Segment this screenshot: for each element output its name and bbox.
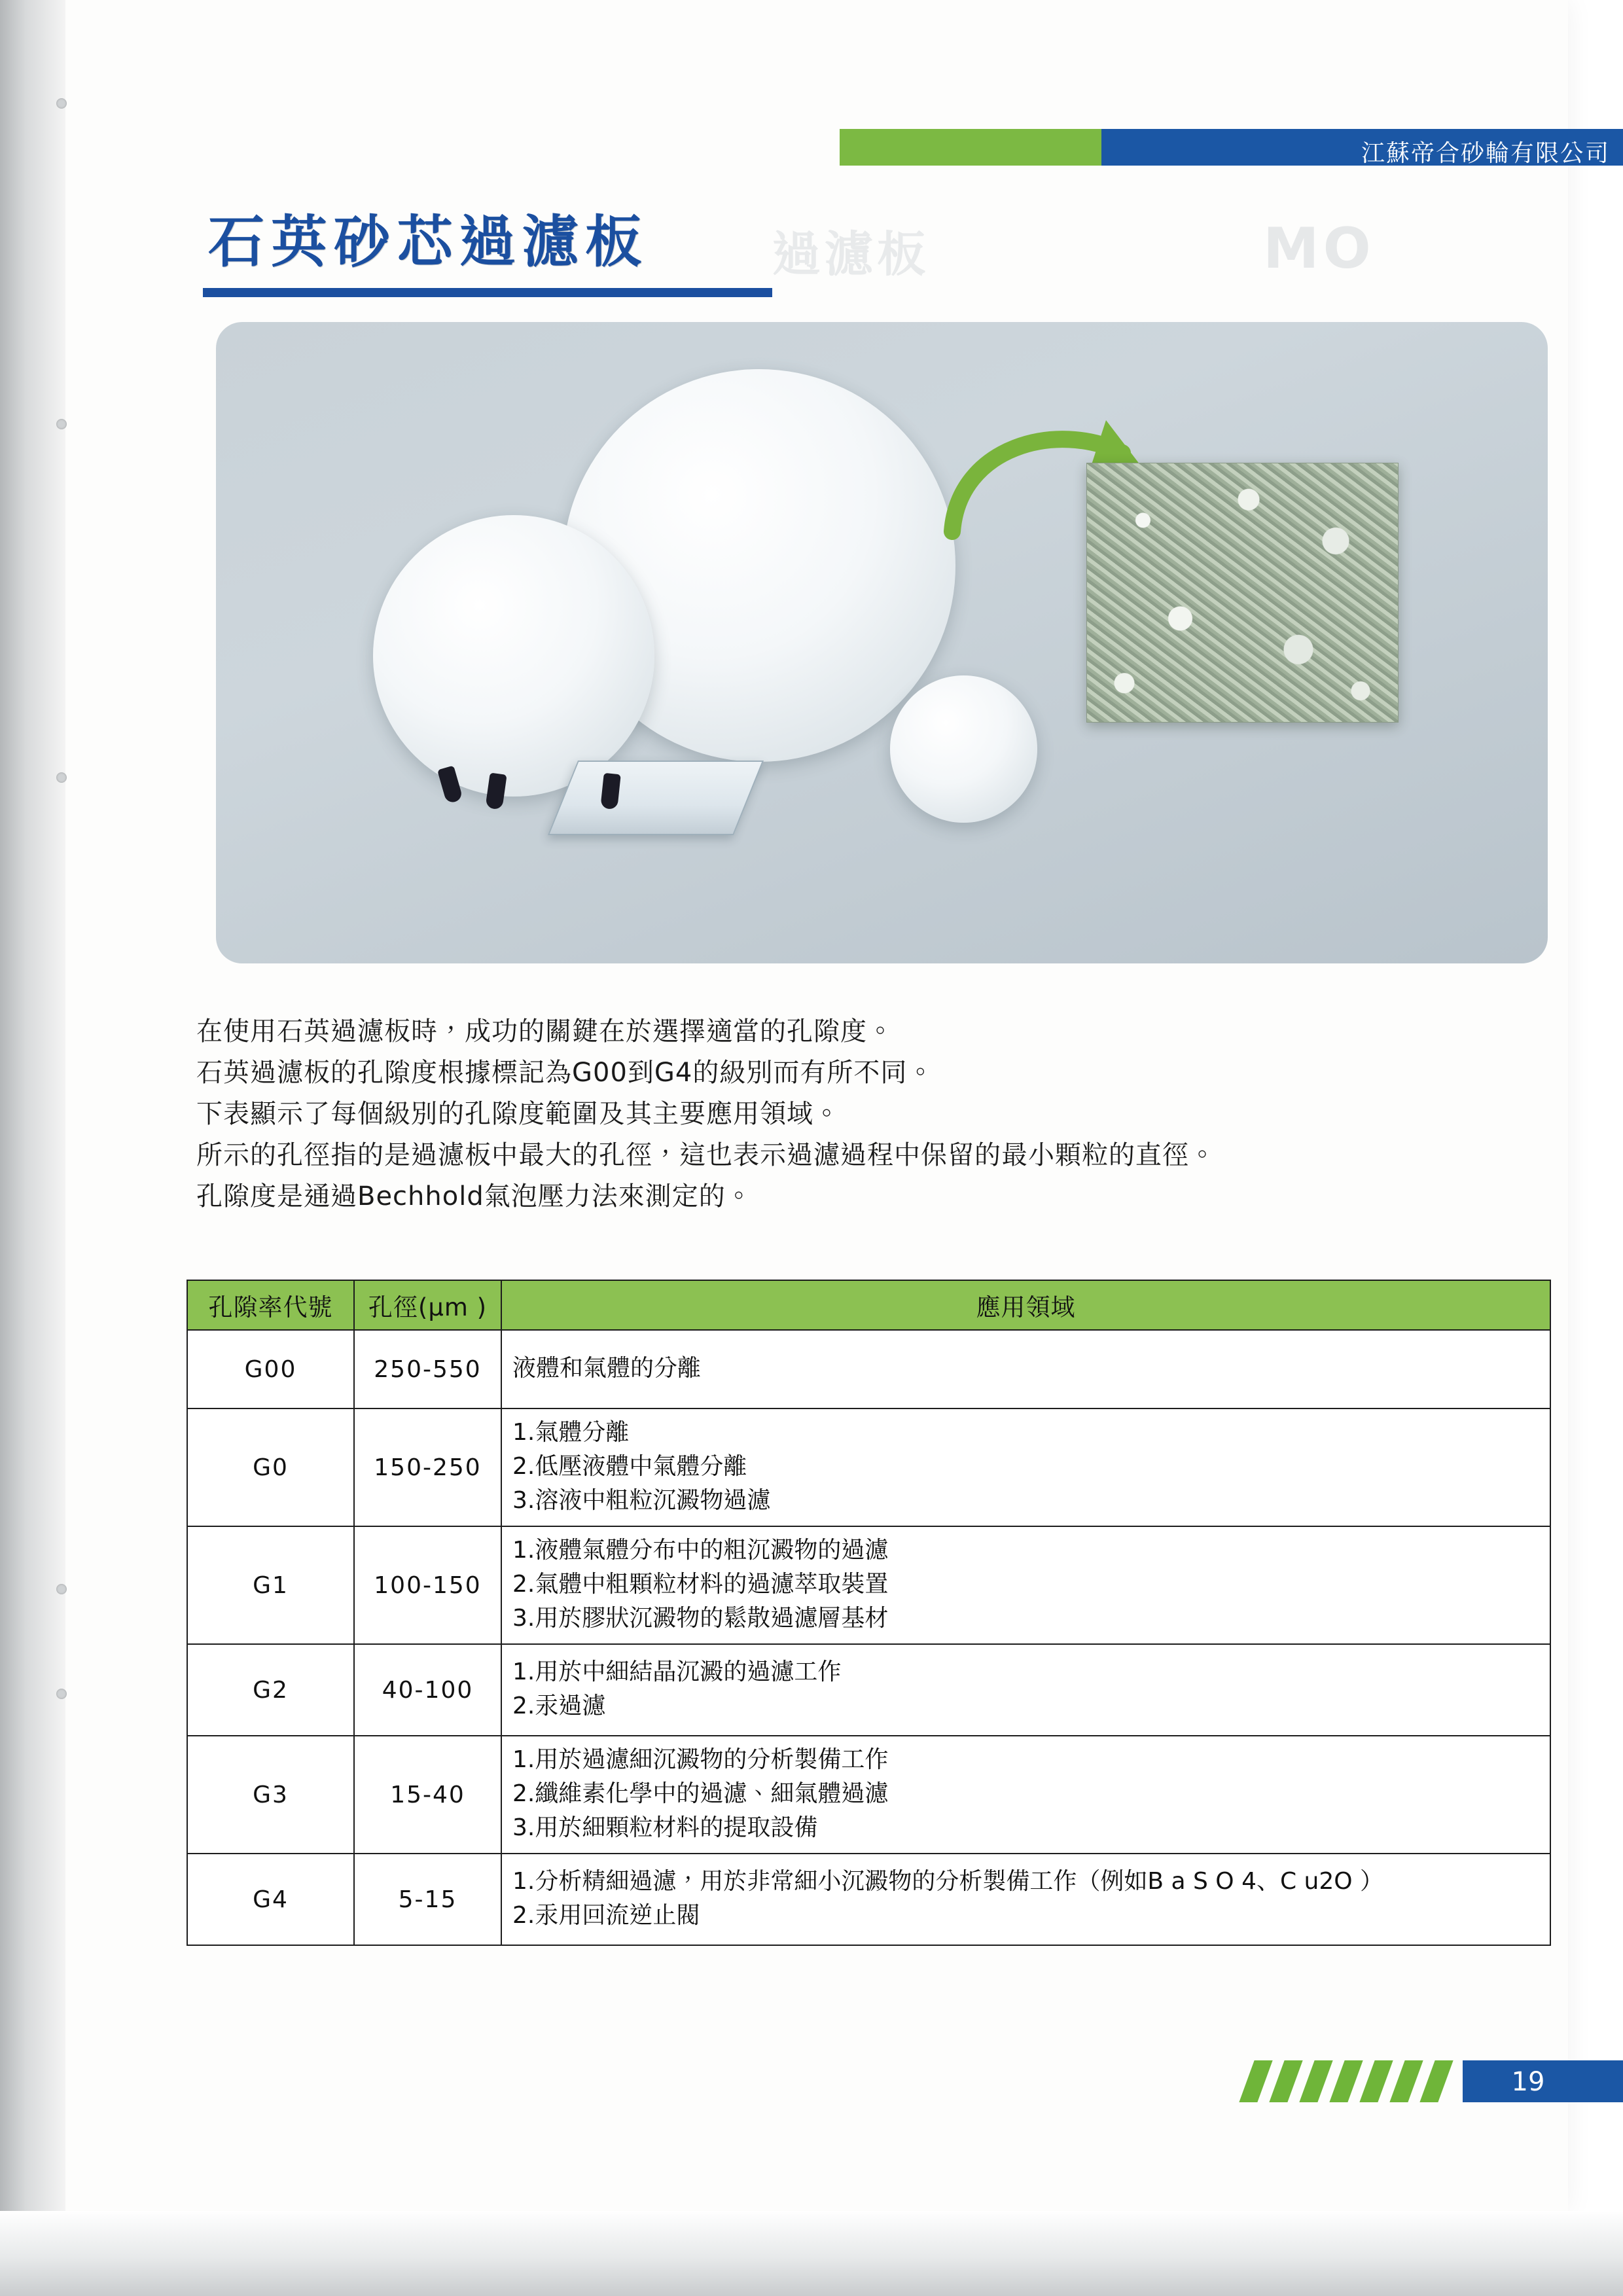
binding-hole [56, 772, 67, 783]
table-row [187, 1854, 1550, 1945]
filter-disc-small [890, 675, 1037, 823]
filter-disc-medium [373, 515, 654, 797]
binding-spine [0, 0, 65, 2296]
intro-line-1: 在使用石英過濾板時，成功的關鍵在於選擇適當的孔隙度。 [196, 1016, 894, 1047]
page-title: 石英砂芯過濾板 [208, 209, 648, 275]
footer-stripes [1247, 2060, 1463, 2102]
cell-code: G0 [187, 1408, 354, 1526]
table-header-row [187, 1280, 1550, 1330]
cell-apps [501, 1526, 1550, 1644]
cell-size: 150-250 [354, 1408, 501, 1526]
intro-line-3: 下表顯示了每個級別的孔隙度範圍及其主要應用領域。 [196, 1099, 840, 1129]
filter-plate [548, 761, 764, 835]
cell-code: G00 [187, 1330, 354, 1408]
pore-micrograph-image [1086, 463, 1399, 723]
intro-line-4: 所示的孔徑指的是過濾板中最大的孔徑，這也表示過濾過程中保留的最小顆粒的直徑。 [196, 1140, 1216, 1170]
ghost-text-left: 過濾板 [772, 226, 929, 283]
cell-code: G2 [187, 1644, 354, 1736]
binding-hole [56, 1584, 67, 1594]
column-header-size: 孔徑(μm ) [354, 1280, 501, 1330]
cell-size: 5-15 [354, 1854, 501, 1945]
app-line: 1.液體氣體分布中的粗沉澱物的過濾 [512, 1537, 889, 1564]
table-row [187, 1330, 1550, 1408]
app-line: 3.用於細顆粒材料的提取設備 [512, 1814, 818, 1841]
ghost-text-right: MO [1263, 216, 1375, 281]
cell-size: 15-40 [354, 1736, 501, 1854]
title-underline [203, 288, 772, 297]
company-name: 江蘇帝合砂輪有限公司 [1361, 140, 1610, 167]
cell-apps [501, 1330, 1550, 1408]
cell-code: G4 [187, 1854, 354, 1945]
intro-line-2: 石英過濾板的孔隙度根據標記為G00到G4的級別而有所不同。 [196, 1058, 935, 1088]
binding-hole [56, 98, 67, 109]
header-green-bar [840, 129, 1101, 166]
app-line: 1.分析精細過濾，用於非常細小沉澱物的分析製備工作（例如B a S O 4、C u2O ） [512, 1868, 1384, 1895]
page-bottom-shadow [0, 2211, 1623, 2296]
app-line: 3.用於膠狀沉澱物的鬆散過濾層基材 [512, 1605, 889, 1632]
table-row [187, 1526, 1550, 1644]
page-number: 19 [1511, 2067, 1545, 2097]
cell-apps [501, 1644, 1550, 1736]
cell-code: G3 [187, 1736, 354, 1854]
app-line: 3.溶液中粗粒沉澱物過濾 [512, 1487, 771, 1514]
column-header-apps: 應用領域 [501, 1280, 1550, 1330]
app-line: 2.氣體中粗顆粒材料的過濾萃取裝置 [512, 1571, 889, 1598]
porosity-table [187, 1280, 1551, 1946]
app-line: 2.汞過濾 [512, 1693, 606, 1719]
intro-paragraph [196, 1011, 1505, 1217]
hero-image [216, 322, 1548, 963]
app-line: 2.纖維素化學中的過濾、細氣體過濾 [512, 1780, 889, 1807]
app-line: 2.低壓液體中氣體分離 [512, 1453, 747, 1480]
app-line: 1.氣體分離 [512, 1419, 630, 1446]
table-row [187, 1736, 1550, 1854]
app-line: 1.用於過濾細沉澱物的分析製備工作 [512, 1746, 889, 1773]
cell-size: 250-550 [354, 1330, 501, 1408]
column-header-code: 孔隙率代號 [187, 1280, 354, 1330]
cell-apps [501, 1736, 1550, 1854]
binding-hole [56, 1689, 67, 1699]
table-row [187, 1408, 1550, 1526]
cell-code: G1 [187, 1526, 354, 1644]
app-line: 1.用於中細結晶沉澱的過濾工作 [512, 1659, 842, 1685]
app-line: 液體和氣體的分離 [512, 1355, 702, 1382]
app-line: 2.汞用回流逆止閥 [512, 1902, 700, 1929]
intro-line-5: 孔隙度是通過Bechhold氣泡壓力法來測定的。 [196, 1181, 753, 1211]
cell-apps [501, 1854, 1550, 1945]
binding-hole [56, 419, 67, 429]
cell-size: 100-150 [354, 1526, 501, 1644]
cell-size: 40-100 [354, 1644, 501, 1736]
cell-apps [501, 1408, 1550, 1526]
table-row [187, 1644, 1550, 1736]
